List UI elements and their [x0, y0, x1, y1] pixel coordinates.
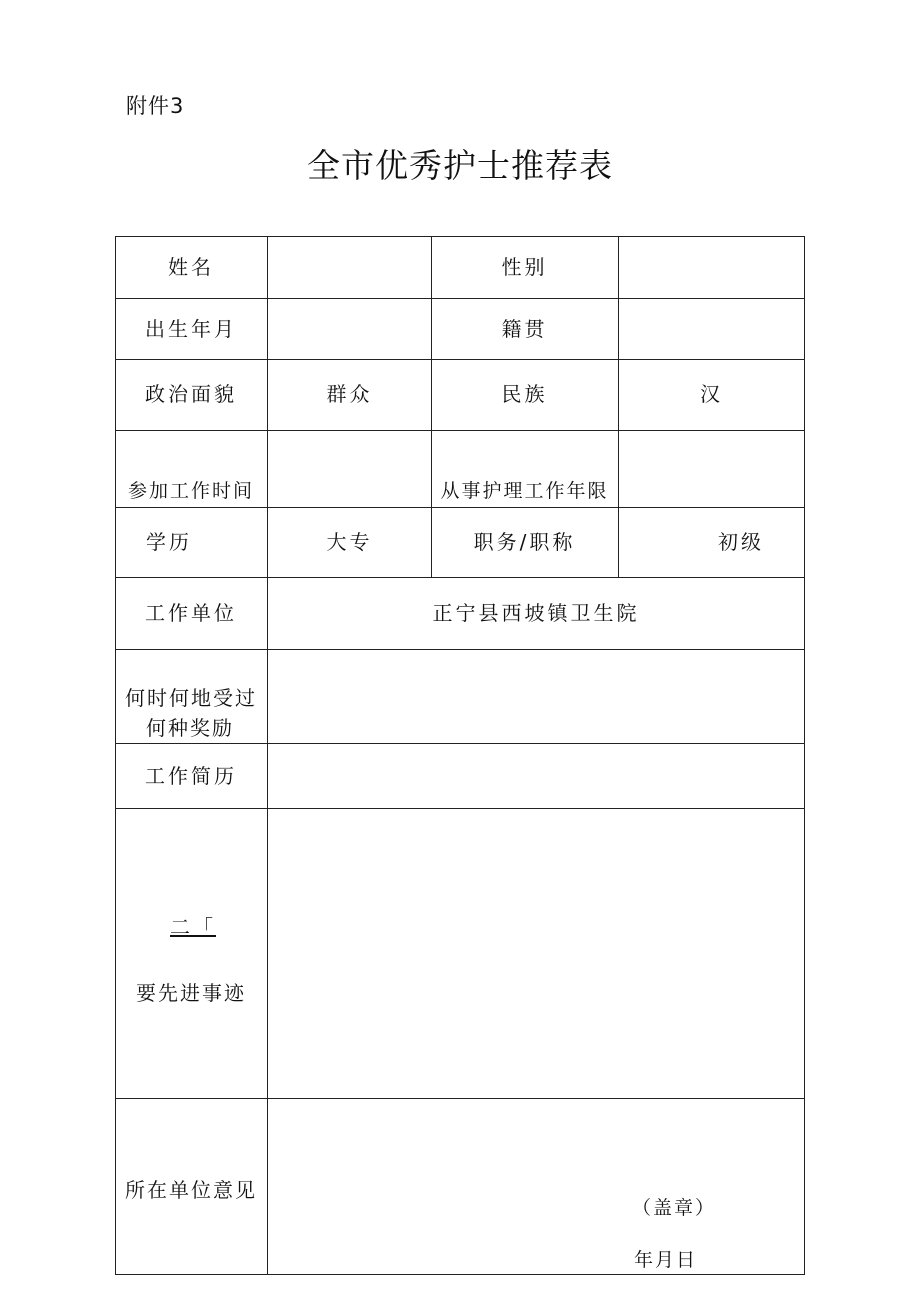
- nursing-years-field[interactable]: [619, 476, 804, 506]
- political-status-value: 群众: [326, 382, 373, 406]
- col-line: [804, 236, 805, 1275]
- awards-label-line2: 何种奖励: [146, 716, 234, 740]
- row-line: [115, 430, 805, 431]
- page-title: 全市优秀护士推荐表: [307, 146, 613, 185]
- deeds-label: 要先进事迹: [136, 981, 246, 1005]
- awards-label-line1: 何时何地受过: [125, 686, 257, 710]
- education-label: 学历: [146, 530, 192, 554]
- unit-opinion-field[interactable]: [268, 1099, 804, 1274]
- work-unit-label: 工作单位: [145, 601, 237, 625]
- row-line: [115, 359, 805, 360]
- work-resume-label: 工作简历: [145, 764, 237, 788]
- birth-field[interactable]: [268, 314, 431, 344]
- position-title-label: 职务/职称: [473, 530, 576, 554]
- education-value: 大专: [326, 530, 373, 554]
- deeds-field[interactable]: [268, 809, 804, 1098]
- work-resume-field[interactable]: [268, 744, 804, 808]
- seal-text: （盖章）: [632, 1197, 717, 1219]
- ethnicity-value: 汉: [700, 382, 723, 406]
- date-text: 年月日: [634, 1249, 698, 1271]
- unit-opinion-label: 所在单位意见: [125, 1178, 257, 1202]
- native-place-field[interactable]: [619, 314, 804, 344]
- work-start-label: 参加工作时间: [127, 480, 254, 502]
- gender-field[interactable]: [619, 252, 804, 282]
- gender-label: 性别: [501, 255, 548, 279]
- name-field[interactable]: [268, 252, 431, 282]
- nursing-years-label: 从事护理工作年限: [440, 480, 609, 502]
- political-status-label: 政治面貌: [145, 382, 237, 406]
- deeds-label-mark: 二「: [170, 915, 216, 939]
- row-line: [115, 1274, 805, 1275]
- ethnicity-label: 民族: [501, 382, 548, 406]
- row-line: [115, 577, 805, 578]
- work-unit-value: 正宁县西坡镇卫生院: [432, 601, 640, 625]
- position-title-value: 初级: [718, 530, 764, 554]
- birth-label: 出生年月: [145, 317, 237, 341]
- awards-field[interactable]: [268, 650, 804, 743]
- work-start-field[interactable]: [268, 476, 431, 506]
- name-label: 姓名: [168, 255, 214, 279]
- row-line: [115, 298, 805, 299]
- native-place-label: 籍贯: [501, 317, 548, 341]
- attachment-label: 附件3: [126, 94, 185, 118]
- row-line: [115, 236, 805, 237]
- row-line: [115, 507, 805, 508]
